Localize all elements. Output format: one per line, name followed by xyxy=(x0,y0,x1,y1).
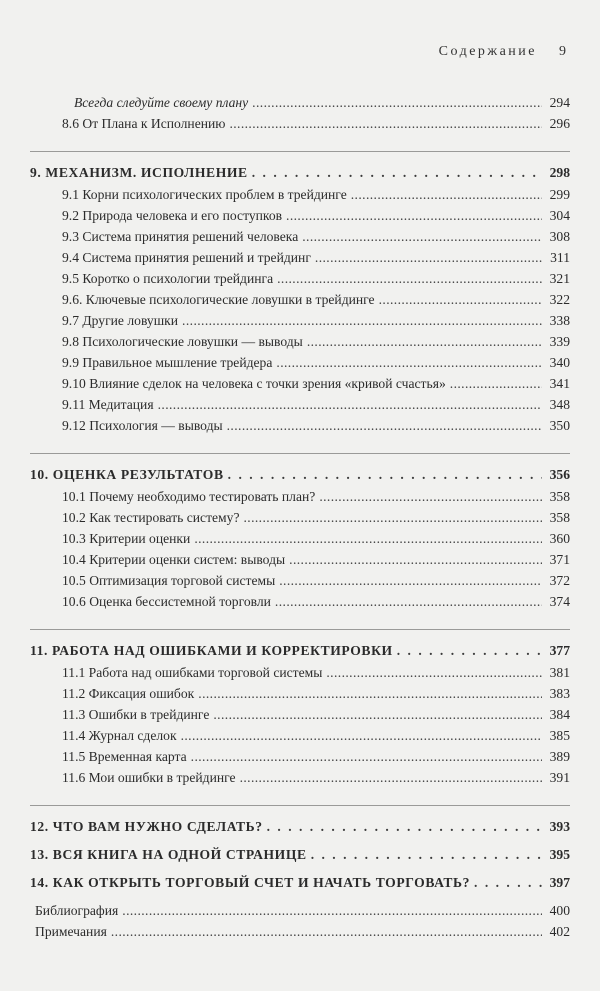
toc-entry[interactable] xyxy=(30,352,570,373)
toc-entry[interactable] xyxy=(30,767,570,788)
chapter-title: 9. МЕХАНИЗМ. ИСПОЛНЕНИЕ xyxy=(30,165,248,180)
section-divider xyxy=(30,805,570,806)
dot-leader xyxy=(474,872,542,893)
chapter-page: 395 xyxy=(549,847,570,862)
toc-entry-page: 402 xyxy=(549,924,570,939)
chapter-title: 12. ЧТО ВАМ НУЖНО СДЕЛАТЬ? xyxy=(30,819,263,834)
toc-entry-title: 9.1 Корни психологических проблем в трейдинге xyxy=(62,187,347,202)
toc-entry[interactable] xyxy=(30,92,570,113)
toc-chapter-12[interactable] xyxy=(30,816,570,838)
toc-chapter-10[interactable] xyxy=(30,464,570,486)
chapter-title: 10. ОЦЕНКА РЕЗУЛЬТАТОВ xyxy=(30,467,224,482)
toc-entry-title: 9.7 Другие ловушки xyxy=(62,313,179,328)
toc-entry-page: 381 xyxy=(549,665,570,680)
dot-leader xyxy=(228,464,542,485)
toc-chapter-13[interactable] xyxy=(30,844,570,866)
toc-entry-page: 304 xyxy=(549,208,570,223)
dot-leader xyxy=(227,415,542,436)
toc-entry-page: 371 xyxy=(549,552,570,567)
dot-leader xyxy=(379,289,542,310)
toc-entry[interactable] xyxy=(30,184,570,205)
chapter-page: 377 xyxy=(549,643,570,658)
dot-leader xyxy=(181,725,542,746)
toc-entry-page: 360 xyxy=(549,531,570,546)
chapter-page: 397 xyxy=(549,875,570,890)
toc-entry-title: 9.4 Система принятия решений и трейдинг xyxy=(62,250,311,265)
dot-leader xyxy=(240,767,542,788)
toc-entry[interactable] xyxy=(30,226,570,247)
toc-entry-title: 9.11 Медитация xyxy=(62,397,154,412)
toc-entry-title: 10.6 Оценка бессистемной торговли xyxy=(62,594,271,609)
dot-leader xyxy=(198,683,542,704)
section-divider xyxy=(30,151,570,152)
toc-entry[interactable] xyxy=(30,704,570,725)
running-head-title: Содержание xyxy=(438,44,537,59)
dot-leader xyxy=(122,900,542,921)
toc-entry-title: 11.1 Работа над ошибками торговой системы xyxy=(62,665,323,680)
toc-entry[interactable] xyxy=(30,331,570,352)
dot-leader xyxy=(279,570,542,591)
toc-entry-title: 10.4 Критерии оценки систем: выводы xyxy=(62,552,286,567)
toc-entry-title: 9.8 Психологические ловушки — выводы xyxy=(62,334,303,349)
toc-entry[interactable] xyxy=(30,310,570,331)
toc-entry-page: 322 xyxy=(549,292,570,307)
toc-entry-title: Всегда следуйте своему плану xyxy=(74,95,249,110)
toc-entry-title: 10.2 Как тестировать систему? xyxy=(62,510,240,525)
chapter-page: 356 xyxy=(549,467,570,482)
toc-entry-title: 11.6 Мои ошибки в трейдинге xyxy=(62,770,236,785)
toc-entry-title: 9.10 Влияние сделок на человека с точки зрения «кривой счастья» xyxy=(62,376,446,391)
toc-chapter-14[interactable] xyxy=(30,872,570,894)
toc-entry-title: 10.5 Оптимизация торговой системы xyxy=(62,573,276,588)
toc-entry-page: 383 xyxy=(549,686,570,701)
dot-leader xyxy=(182,310,542,331)
dot-leader xyxy=(286,205,542,226)
toc-entry[interactable] xyxy=(30,113,570,134)
toc-entry-page: 294 xyxy=(549,95,570,110)
toc-entry[interactable] xyxy=(30,205,570,226)
toc-entry-page: 385 xyxy=(549,728,570,743)
dot-leader xyxy=(302,226,542,247)
toc-entry[interactable] xyxy=(30,268,570,289)
toc-entry-title: 11.3 Ошибки в трейдинге xyxy=(62,707,210,722)
dot-leader xyxy=(243,507,542,528)
dot-leader xyxy=(252,92,542,113)
dot-leader xyxy=(267,816,542,837)
toc-entry-title: 9.6. Ключевые психологические ловушки в трейдинге xyxy=(62,292,375,307)
dot-leader xyxy=(229,113,542,134)
toc-entry-page: 391 xyxy=(549,770,570,785)
toc-entry-title: 10.1 Почему необходимо тестировать план? xyxy=(62,489,316,504)
dot-leader xyxy=(111,921,542,942)
toc-entry-title: 8.6 От Плана к Исполнению xyxy=(62,116,226,131)
toc-entry-page: 389 xyxy=(549,749,570,764)
toc-chapter-11[interactable] xyxy=(30,640,570,662)
chapter-page: 393 xyxy=(549,819,570,834)
dot-leader xyxy=(191,746,542,767)
toc-entry-page: 308 xyxy=(549,229,570,244)
dot-leader xyxy=(326,662,542,683)
toc-entry-title: 11.5 Временная карта xyxy=(62,749,187,764)
toc-entry[interactable] xyxy=(30,570,570,591)
toc-entry-title: 10.3 Критерии оценки xyxy=(62,531,191,546)
dot-leader xyxy=(319,486,542,507)
toc-entry-page: 341 xyxy=(549,376,570,391)
dot-leader xyxy=(277,268,542,289)
chapter-title: 11. РАБОТА НАД ОШИБКАМИ И КОРРЕКТИРОВКИ xyxy=(30,643,393,658)
toc-entry[interactable] xyxy=(30,591,570,612)
dot-leader xyxy=(289,549,542,570)
dot-leader xyxy=(450,373,542,394)
toc-entry[interactable] xyxy=(30,683,570,704)
toc-entry[interactable] xyxy=(30,373,570,394)
toc-chapter-9[interactable] xyxy=(30,162,570,184)
dot-leader xyxy=(213,704,542,725)
toc-entry-title: Примечания xyxy=(35,924,107,939)
toc-entry-page: 321 xyxy=(549,271,570,286)
dot-leader xyxy=(252,162,542,183)
toc-entry-title: 9.9 Правильное мышление трейдера xyxy=(62,355,273,370)
toc-entry-page: 348 xyxy=(549,397,570,412)
running-head xyxy=(439,44,566,60)
toc-entry-page: 299 xyxy=(549,187,570,202)
dot-leader xyxy=(351,184,542,205)
running-head-page-number: 9 xyxy=(559,44,566,59)
toc-entry-title: 9.12 Психология — выводы xyxy=(62,418,223,433)
toc-entry-title: 9.5 Коротко о психологии трейдинга xyxy=(62,271,274,286)
toc-entry[interactable] xyxy=(30,486,570,507)
toc-entry[interactable] xyxy=(30,394,570,415)
toc-entry-title: 11.4 Журнал сделок xyxy=(62,728,177,743)
toc-entry-page: 350 xyxy=(549,418,570,433)
dot-leader xyxy=(158,394,542,415)
toc-entry-page: 384 xyxy=(549,707,570,722)
toc-entry[interactable] xyxy=(30,746,570,767)
toc-entry-page: 339 xyxy=(549,334,570,349)
toc-entry-title: 11.2 Фиксация ошибок xyxy=(62,686,195,701)
toc-back-matter-notes[interactable] xyxy=(30,921,570,942)
dot-leader xyxy=(311,844,542,865)
toc-entry-page: 400 xyxy=(549,903,570,918)
dot-leader xyxy=(307,331,542,352)
dot-leader xyxy=(276,352,542,373)
dot-leader xyxy=(397,640,542,661)
toc-entry[interactable] xyxy=(30,415,570,436)
toc-entry-page: 372 xyxy=(549,573,570,588)
toc-entry[interactable] xyxy=(30,528,570,549)
toc-entry-title: 9.2 Природа человека и его поступков xyxy=(62,208,283,223)
toc-entry-title: Библиография xyxy=(35,903,119,918)
toc-entry-page: 340 xyxy=(549,355,570,370)
toc-entry-page: 358 xyxy=(549,489,570,504)
toc-entry[interactable] xyxy=(30,507,570,528)
toc-entry[interactable] xyxy=(30,662,570,683)
dot-leader xyxy=(194,528,542,549)
section-divider xyxy=(30,629,570,630)
chapter-title: 14. КАК ОТКРЫТЬ ТОРГОВЫЙ СЧЕТ И НАЧАТЬ ТОРГОВАТЬ? xyxy=(30,875,471,890)
toc-entry-page: 374 xyxy=(549,594,570,609)
toc-entry-title: 9.3 Система принятия решений человека xyxy=(62,229,299,244)
toc-entry[interactable] xyxy=(30,549,570,570)
toc-entry-page: 296 xyxy=(549,116,570,131)
toc-entry-page: 358 xyxy=(549,510,570,525)
toc-entry-page: 338 xyxy=(549,313,570,328)
chapter-page: 298 xyxy=(549,165,570,180)
toc-back-matter-bibliography[interactable] xyxy=(30,900,570,921)
dot-leader xyxy=(315,247,542,268)
toc-entry[interactable] xyxy=(30,289,570,310)
toc-entry[interactable] xyxy=(30,725,570,746)
chapter-title: 13. ВСЯ КНИГА НА ОДНОЙ СТРАНИЦЕ xyxy=(30,847,307,862)
dot-leader xyxy=(275,591,542,612)
section-divider xyxy=(30,453,570,454)
table-of-contents xyxy=(30,92,570,942)
toc-entry-page: 311 xyxy=(550,250,570,265)
toc-entry[interactable] xyxy=(30,247,570,268)
